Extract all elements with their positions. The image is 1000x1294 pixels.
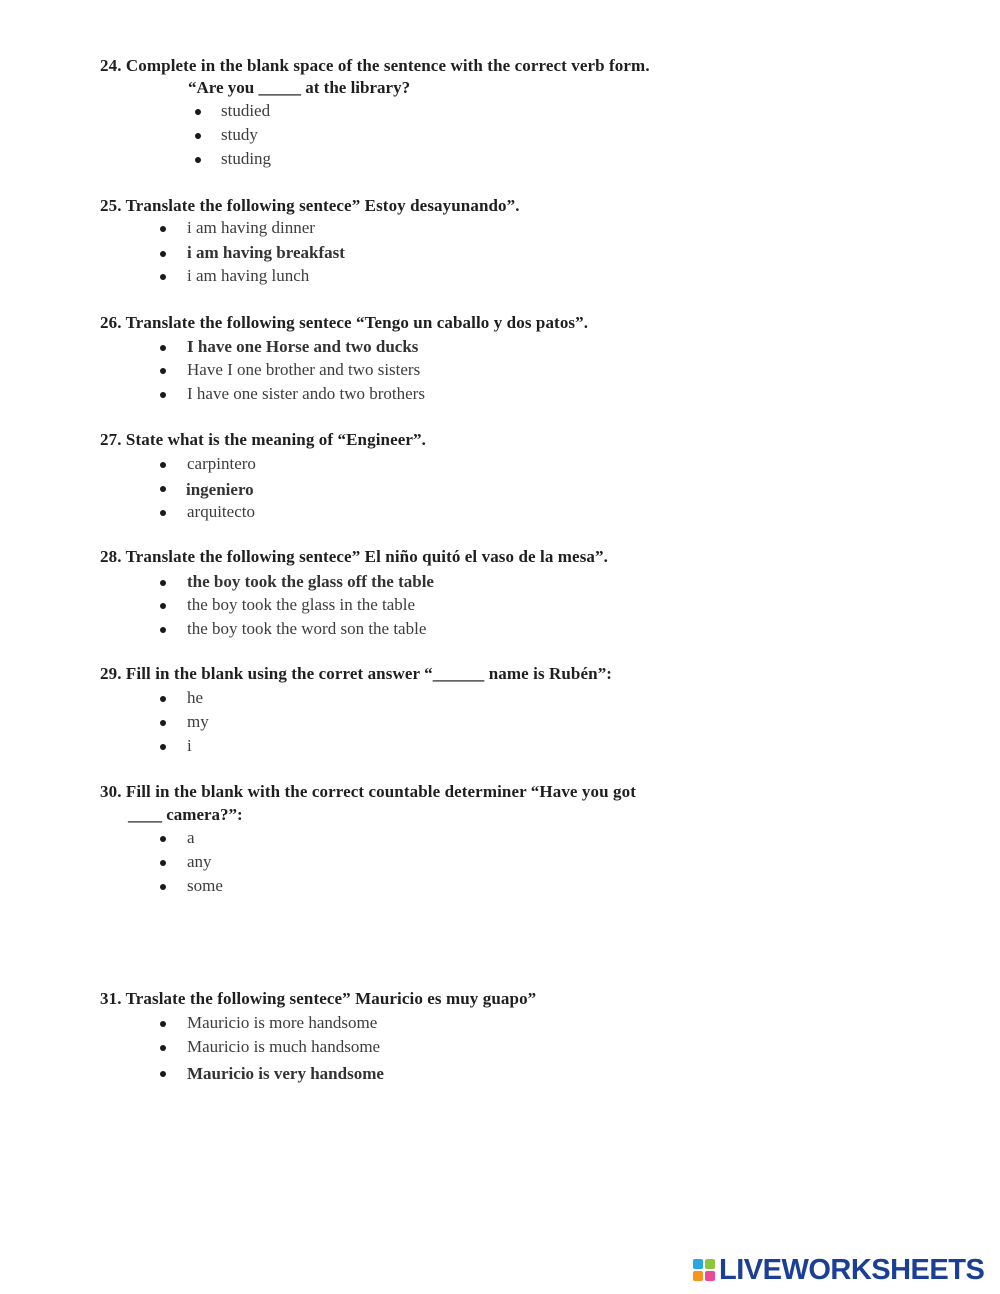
bullet-icon: [160, 1071, 166, 1077]
bullet-icon: [160, 1021, 166, 1027]
question-24-option-3[interactable]: studing: [221, 149, 272, 168]
question-27-option-2[interactable]: ingeniero: [186, 480, 254, 499]
bullet-icon: [160, 1045, 166, 1051]
question-26-title: 26. Translate the following sentece “Tengo un caballo y dos patos”.: [100, 313, 589, 332]
bullet-icon: [160, 486, 166, 492]
bullet-icon: [160, 510, 166, 516]
question-25-option-3[interactable]: i am having lunch: [187, 266, 310, 285]
question-26-option-2[interactable]: Have I one brother and two sisters: [187, 360, 421, 379]
question-30-option-2[interactable]: any: [187, 852, 212, 871]
bullet-icon: [160, 345, 166, 351]
bullet-icon: [160, 226, 166, 232]
question-28-option-3[interactable]: the boy took the word son the table: [187, 619, 427, 638]
question-28-option-2[interactable]: the boy took the glass in the table: [187, 595, 416, 614]
bullet-icon: [160, 462, 166, 468]
question-27-title: 27. State what is the meaning of “Engineer”.: [100, 430, 426, 449]
question-24-title: 24. Complete in the blank space of the sentence with the correct verb form.: [100, 56, 650, 75]
bullet-icon: [160, 274, 166, 280]
bullet-icon: [160, 836, 166, 842]
bullet-icon: [195, 157, 201, 163]
bullet-icon: [160, 603, 166, 609]
bullet-icon: [195, 109, 201, 115]
bullet-icon: [160, 860, 166, 866]
bullet-icon: [160, 744, 166, 750]
question-31-title: 31. Traslate the following sentece” Mauricio es muy guapo”: [100, 989, 537, 1008]
question-28-option-1[interactable]: the boy took the glass off the table: [187, 572, 434, 591]
question-29-option-3[interactable]: i: [187, 736, 192, 755]
bullet-icon: [160, 251, 166, 257]
question-25-title: 25. Translate the following sentece” Estoy desayunando”.: [100, 196, 520, 215]
bullet-icon: [160, 392, 166, 398]
question-24-option-1[interactable]: studied: [221, 101, 271, 120]
question-24-sentence: “Are you _____ at the library?: [188, 78, 411, 97]
question-29-title: 29. Fill in the blank using the corret answer “______ name is Rubén”:: [100, 664, 613, 683]
question-27-option-1[interactable]: carpintero: [187, 454, 256, 473]
liveworksheets-logo-icon: [693, 1259, 715, 1281]
question-30-option-3[interactable]: some: [187, 876, 223, 895]
bullet-icon: [195, 133, 201, 139]
bullet-icon: [160, 720, 166, 726]
bullet-icon: [160, 368, 166, 374]
bullet-icon: [160, 884, 166, 890]
question-25-option-2[interactable]: i am having breakfast: [187, 243, 345, 262]
question-30-option-1[interactable]: a: [187, 828, 195, 847]
question-31-option-2[interactable]: Mauricio is much handsome: [187, 1037, 381, 1056]
bullet-icon: [160, 580, 166, 586]
question-28-title: 28. Translate the following sentece” El niño quitó el vaso de la mesa”.: [100, 547, 608, 566]
question-30-title: 30. Fill in the blank with the correct countable determiner “Have you got: [100, 782, 636, 801]
question-31-option-3[interactable]: Mauricio is very handsome: [187, 1064, 384, 1083]
bullet-icon: [160, 696, 166, 702]
question-31-option-1[interactable]: Mauricio is more handsome: [187, 1013, 378, 1032]
question-26-option-3[interactable]: I have one sister ando two brothers: [187, 384, 425, 403]
liveworksheets-logo-text: LIVEWORKSHEETS: [719, 1253, 985, 1286]
question-26-option-1[interactable]: I have one Horse and two ducks: [187, 337, 419, 356]
question-27-option-3[interactable]: arquitecto: [187, 502, 255, 521]
question-25-option-1[interactable]: i am having dinner: [187, 218, 315, 237]
liveworksheets-logo[interactable]: [693, 1254, 984, 1286]
question-24-option-2[interactable]: study: [221, 125, 258, 144]
bullet-icon: [160, 627, 166, 633]
question-30-sentence: ____ camera?”:: [128, 805, 243, 824]
question-29-option-1[interactable]: he: [187, 688, 204, 707]
question-29-option-2[interactable]: my: [187, 712, 209, 731]
